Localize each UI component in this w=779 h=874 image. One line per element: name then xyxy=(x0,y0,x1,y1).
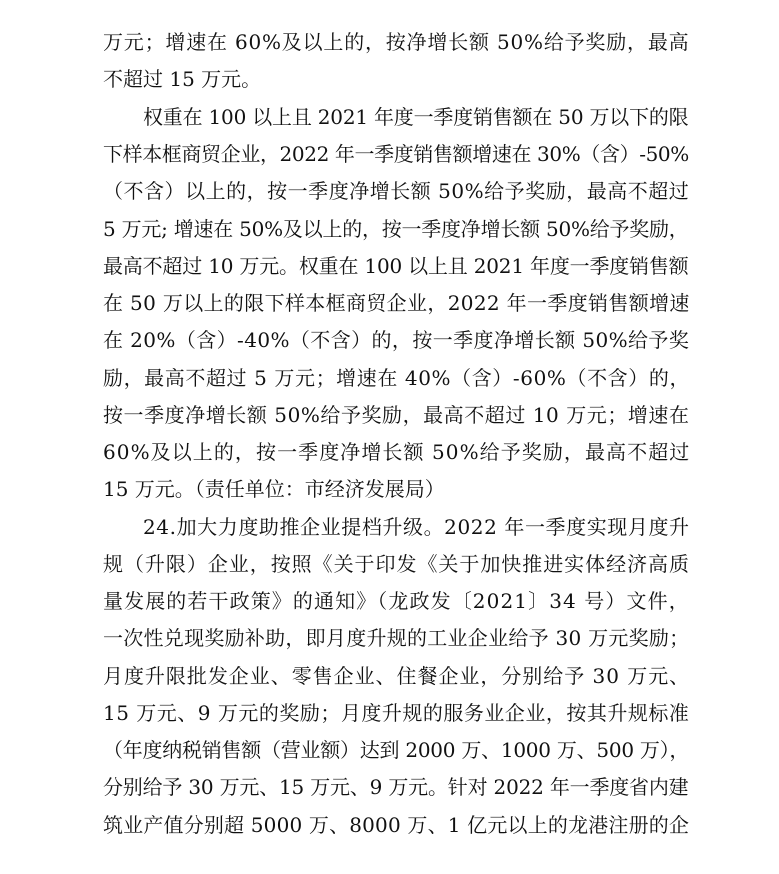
text-line-4: 下样本框商贸企业，2022 年一季度销售额增速在 30%（含）-50% xyxy=(103,142,689,166)
text-line-9: 在 20%（含）-40%（不含）的，按一季度净增长额 50%给予奖 xyxy=(103,328,690,352)
text-line-5: （不含）以上的，按一季度净增长额 50%给予奖励，最高不超过 xyxy=(103,179,690,203)
text-line-18: 月度升限批发企业、零售企业、住餐企业，分别给予 30 万元、 xyxy=(103,664,691,688)
text-line-10: 励，最高不超过 5 万元；增速在 40%（含）-60%（不含）的， xyxy=(103,366,691,390)
text-line-11: 按一季度净增长额 50%给予奖励，最高不超过 10 万元；增速在 xyxy=(103,403,690,427)
text-line-13: 15 万元。（责任单位：市经济发展局） xyxy=(103,477,445,501)
text-line-19: 15 万元、9 万元的奖励；月度升规的服务业企业，按其升规标准 xyxy=(103,701,690,725)
text-line-3: 权重在 100 以上且 2021 年度一季度销售额在 50 万以下的限 xyxy=(143,105,689,129)
text-line-2: 不超过 15 万元。 xyxy=(103,67,262,91)
text-line-21: 分别给予 30 万元、15 万元、9 万元。针对 2022 年一季度省内建 xyxy=(103,775,689,799)
text-line-12: 60%及以上的，按一季度净增长额 50%给予奖励，最高不超过 xyxy=(103,440,691,464)
text-line-22: 筑业产值分别超 5000 万、8000 万、1 亿元以上的龙港注册的企 xyxy=(103,813,690,837)
text-line-6: 5 万元; 增速在 50%及以上的，按一季度净增长额 50%给予奖励， xyxy=(103,217,689,241)
text-line-8: 在 50 万以上的限下样本框商贸企业，2022 年一季度销售额增速 xyxy=(103,291,690,315)
text-line-15: 规（升限）企业，按照《关于印发《关于加快推进实体经济高质 xyxy=(103,552,690,576)
text-line-7: 最高不超过 10 万元。权重在 100 以上且 2021 年度一季度销售额 xyxy=(103,254,689,278)
text-line-1: 万元；增速在 60%及以上的，按净增长额 50%给予奖励，最高 xyxy=(103,30,690,54)
text-line-17: 一次性兑现奖励补助，即月度升规的工业企业给予 30 万元奖励； xyxy=(103,626,690,650)
text-line-14: 24.加大力度助推企业提档升级。2022 年一季度实现月度升 xyxy=(143,515,690,539)
text-line-16: 量发展的若干政策》的通知》（龙政发〔2021〕34 号）文件， xyxy=(103,589,690,613)
text-line-20: （年度纳税销售额（营业额）达到 2000 万、1000 万、500 万）， xyxy=(103,738,690,762)
